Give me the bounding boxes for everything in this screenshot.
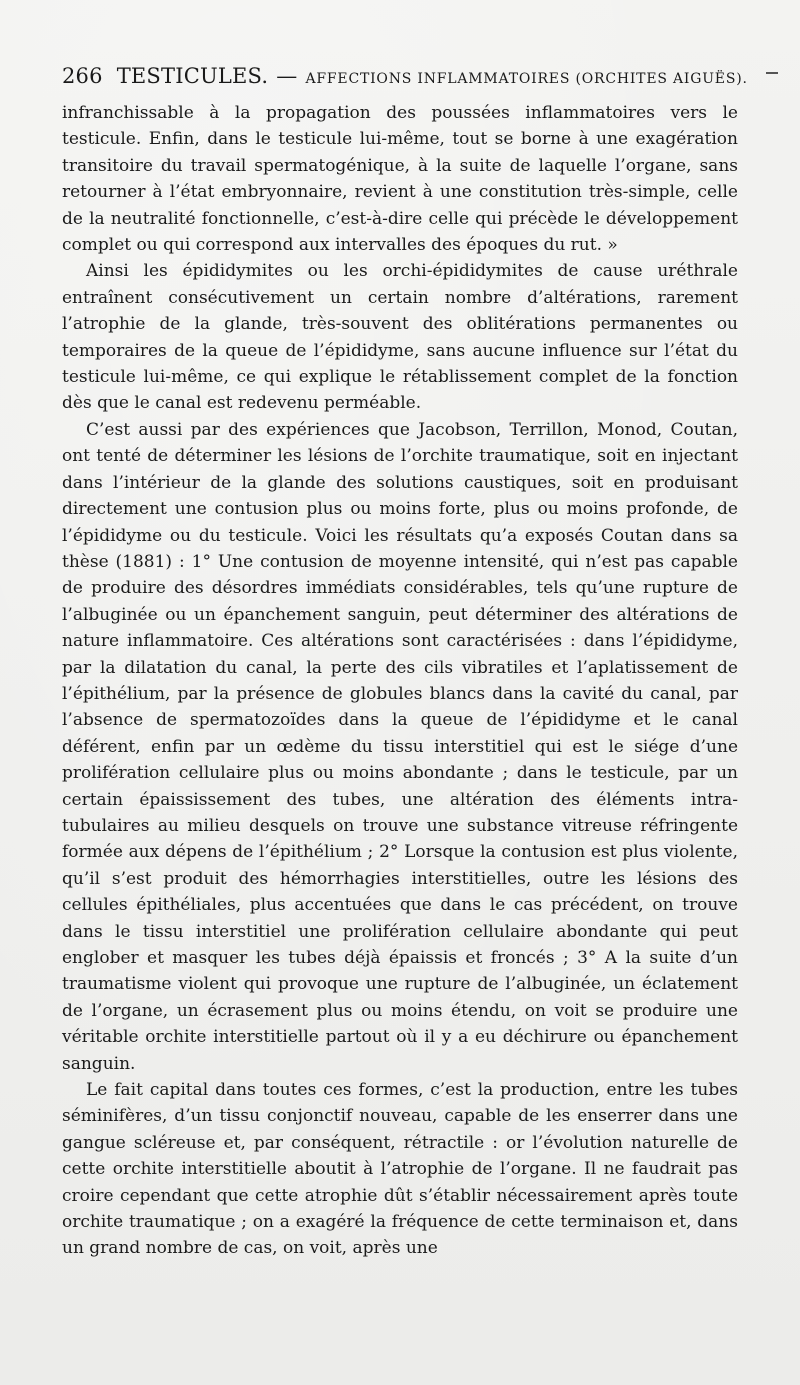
header-dash: — <box>276 64 298 88</box>
paragraph-continuation: infranchissable à la propagation des poussées inflammatoires vers le testicule. Enfin, dans le testicule lui-même, tout se borne à une exagération transitoire du travail spermatogénique, à la suite de laquelle l’organe, sans retourner à l’état embryonnaire, revient à une constitution très-simple, celle de la neutralité fonctionnelle, c’est-à-dire celle qui précède le développement complet ou qui correspond aux intervalles des époques du rut. » <box>62 103 738 256</box>
paragraph-epididymites: Ainsi les épididymites ou les orchi-épididymites de cause uréthrale entraînent consécutivement un certain nombre d’altérations, rarement l’atrophie de la glande, très-souvent des oblitérations permanentes ou temporaires de la queue de l’épididyme, sans aucune influence sur l’état du testicule lui-même, ce qui explique le rétablissement complet de la fonction dès que le canal est redevenu perméable. <box>62 261 738 414</box>
section-subtitle: AFFECTIONS INFLAMMATOIRES (ORCHITES AIGUËS). <box>305 71 748 87</box>
running-header <box>62 64 748 94</box>
edge-mark <box>766 72 778 74</box>
page-number: 266 <box>62 64 103 88</box>
paragraph-fait-capital: Le fait capital dans toutes ces formes, c’est la production, entre les tubes séminifères, d’un tissu conjonctif nouveau, capable de les enserrer dans une gangue scléreuse et, par conséquent, rétractile : or l’évolution naturelle de cette orchite interstitielle aboutit à l’atrophie de l’organe. Il ne faudrait pas croire cependant que cette atrophie dût s’établir nécessairement après toute orchite traumatique ; on a exagéré la fréquence de cette terminaison et, dans un grand nombre de cas, on voit, après une <box>62 1080 738 1259</box>
body-text <box>62 100 738 1262</box>
paragraph-experiences: C’est aussi par des expériences que Jacobson, Terrillon, Monod, Coutan, ont tenté de déterminer les lésions de l’orchite traumatique, soit en injectant dans l’intérieur de la glande des solutions caustiques, soit en produisant directement une contusion plus ou moins forte, plus ou moins profonde, de l’épididyme ou du testicule. Voici les résultats qu’a exposés Coutan dans sa thèse (1881) : 1° Une contusion de moyenne intensité, qui n’est pas capable de produire des désordres immédiats considérables, tels qu’une rupture de l’albuginée ou un épanchement sanguin, peut déterminer des altérations de nature inflammatoire. Ces altérations sont caractérisées : dans l’épididyme, par la dilatation du canal, la perte des cils vibratiles et l’aplatissement de l’épithélium, par la présence de globules blancs dans la cavité du canal, par l’absence de spermatozoïdes dans la queue de l’épididyme et le canal déférent, enfin par un œdème du tissu interstitiel qui est le siége d’une prolifération cellulaire plus ou moins abondante ; dans le testicule, par un certain épaississement des tubes, une altération des éléments intra-tubulaires au milieu desquels on trouve une substance vitreuse réfringente formée aux dépens de l’épithélium ; 2° Lorsque la contusion est plus violente, qu’il s’est produit des hémorrhagies interstitielles, outre les lésions des cellules épithéliales, plus accentuées que dans le cas précédent, on trouve dans le tissu interstitiel une prolifération cellulaire abondante qui peut englober et masquer les tubes déjà épaissis et froncés ; 3° A la suite d’un traumatisme violent qui provoque une rupture de l’albuginée, un éclatement de l’organe, un écrasement plus ou moins étendu, on voit se produire une véritable orchite interstitielle partout où il y a eu déchirure ou épanchement sanguin. <box>62 419 738 1074</box>
chapter-title: TESTICULES. <box>116 64 269 88</box>
